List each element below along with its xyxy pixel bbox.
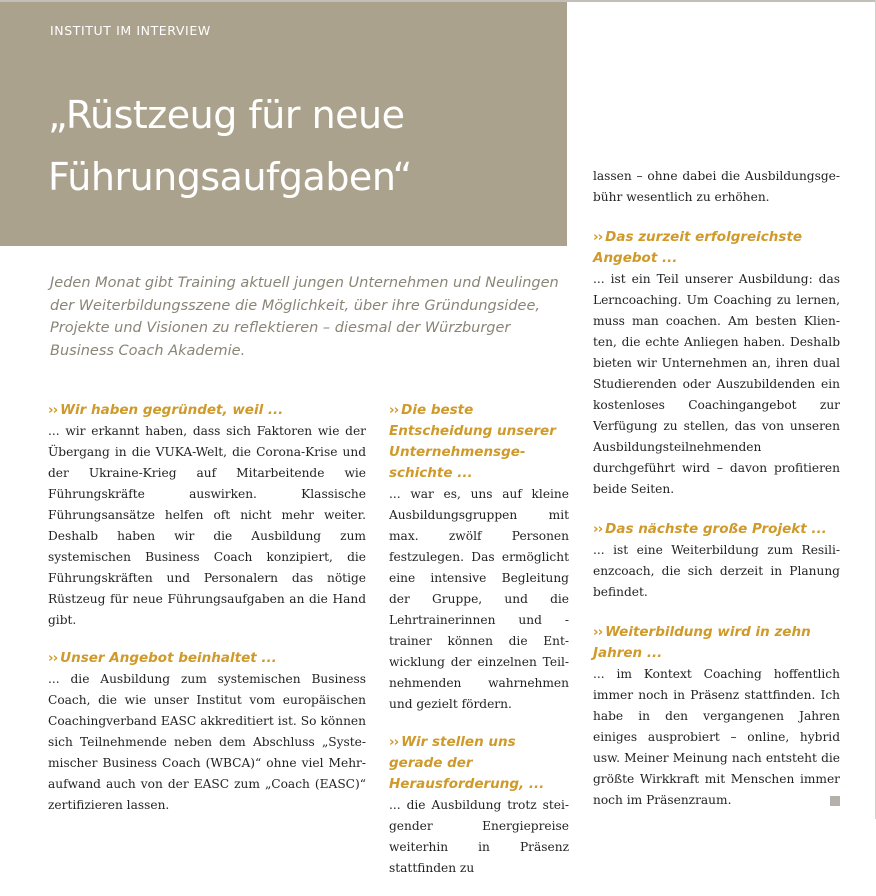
- section-text: ... war es, uns auf kleine Ausbildungsgruppen mit max. zwölf Personen festzulegen. Das ermöglicht eine intensive Begleitung der Gruppe, und die Lehrtrainerinnen und -trainer können die Entwicklung der einzelnen Teilnehmenden wahrnehmen und gezielt fördern.: [389, 487, 569, 711]
- section-heading: [48, 400, 366, 421]
- section-heading: [389, 732, 569, 795]
- section-heading: [389, 400, 569, 484]
- section-text: ... die Ausbildung zum systemischen Business Coach, die wie unser Institut vom europäischen Coachingverband EASC akkreditiert ist. So können sich Teilnehmende neben dem Abschluss „Systemischer Business Coach (WBCA)“ ohne viel Mehraufwand auch von der EASC zum „Coach (EASC)“ zertifizieren lassen.: [48, 672, 366, 812]
- heading-text: Wir stellen uns gerade der Herausforderung, ...: [389, 734, 545, 792]
- chevron-right-icon: ››: [389, 734, 399, 750]
- continued-text: lassen – ohne dabei die Ausbildungsgebühr wesentlich zu erhöhen.: [593, 169, 840, 204]
- column-2: [389, 400, 569, 896]
- page-title: [48, 84, 558, 208]
- chevron-right-icon: ››: [389, 402, 399, 418]
- heading-text: Das zurzeit erfolgreichste Angebot ...: [593, 229, 803, 266]
- section-text: ... ist eine Weiterbildung zum Resilienzcoach, die sich derzeit in Planung befindet.: [593, 543, 840, 599]
- chevron-right-icon: ››: [593, 229, 603, 245]
- column-1: [48, 400, 366, 833]
- chevron-right-icon: ››: [593, 521, 603, 537]
- heading-text: Weiterbildung wird in zehn Jahren ...: [593, 624, 811, 661]
- title-line-1: „Rüstzeug für neue: [48, 93, 405, 137]
- heading-text: Wir haben gegründet, weil ...: [60, 402, 284, 418]
- final-text: ... im Kontext Coaching hoffentlich immer noch in Präsenz stattfinden. Ich habe in den vergangenen Jahren einiges ausprobiert – online, hybrid usw. Meiner Meinung nach entsteht die größte Wirkkraft mit Menschen immer noch im Präsenzraum.: [593, 667, 840, 807]
- section-heading: [593, 622, 840, 664]
- section-text: [593, 664, 840, 811]
- section-label: INSTITUT IM INTERVIEW: [50, 23, 211, 38]
- end-of-article-mark: [830, 796, 840, 806]
- chevron-right-icon: ››: [593, 624, 603, 640]
- intro-paragraph: Jeden Monat gibt Training aktuell jungen Unternehmen und Neulingen der Weiterbildungsszene die Möglichkeit, über ihre Gründungsidee, Projekte und Visionen zu reflektieren – diesmal der Würzburger Business Coach Akademie.: [50, 275, 559, 359]
- chevron-right-icon: ››: [48, 402, 58, 418]
- chevron-right-icon: ››: [48, 650, 58, 666]
- header-banner: [0, 2, 567, 246]
- column-3: [593, 166, 840, 830]
- section-text: ... wir erkannt haben, dass sich Faktoren wie der Übergang in die VUKA-Welt, die Corona-Krise und der Ukraine-Krieg auf Mitarbeitende wie Führungskräfte auswirken. Klassische Führungsansätze helfen oft nicht mehr weiter. Deshalb haben wir die Ausbildung zum systemischen Business Coach konzipiert, die Führungskräften und Personalern das nötige Rüstzeug für neue Führungsaufgaben an die Hand gibt.: [48, 424, 366, 627]
- section-text: ... die Ausbildung trotz steigender Energiepreise weiterhin in Präsenz stattfinden zu: [389, 798, 569, 875]
- title-line-2: Führungsaufgaben“: [48, 155, 412, 199]
- section-heading: [48, 648, 366, 669]
- section-heading: [593, 519, 840, 540]
- heading-text: Die beste Entscheidung unserer Unternehmensgeschichte ...: [389, 402, 556, 481]
- section-text: ... ist ein Teil unserer Ausbildung: das Lerncoaching. Um Coaching zu lernen, muss man coachen. Am besten Klienten, die echte Anliegen haben. Deshalb bieten wir Unternehmen an, ihren dual Studierenden oder Auszubildenden ein kostenloses Coachingangebot zur Verfügung zu stellen, das von unseren Ausbildungsteilnehmenden durchgeführt wird – davon profitieren beide Seiten.: [593, 272, 840, 496]
- heading-text: Unser Angebot beinhaltet ...: [60, 650, 277, 666]
- section-heading: [593, 227, 840, 269]
- heading-text: Das nächste große Projekt ...: [605, 521, 827, 537]
